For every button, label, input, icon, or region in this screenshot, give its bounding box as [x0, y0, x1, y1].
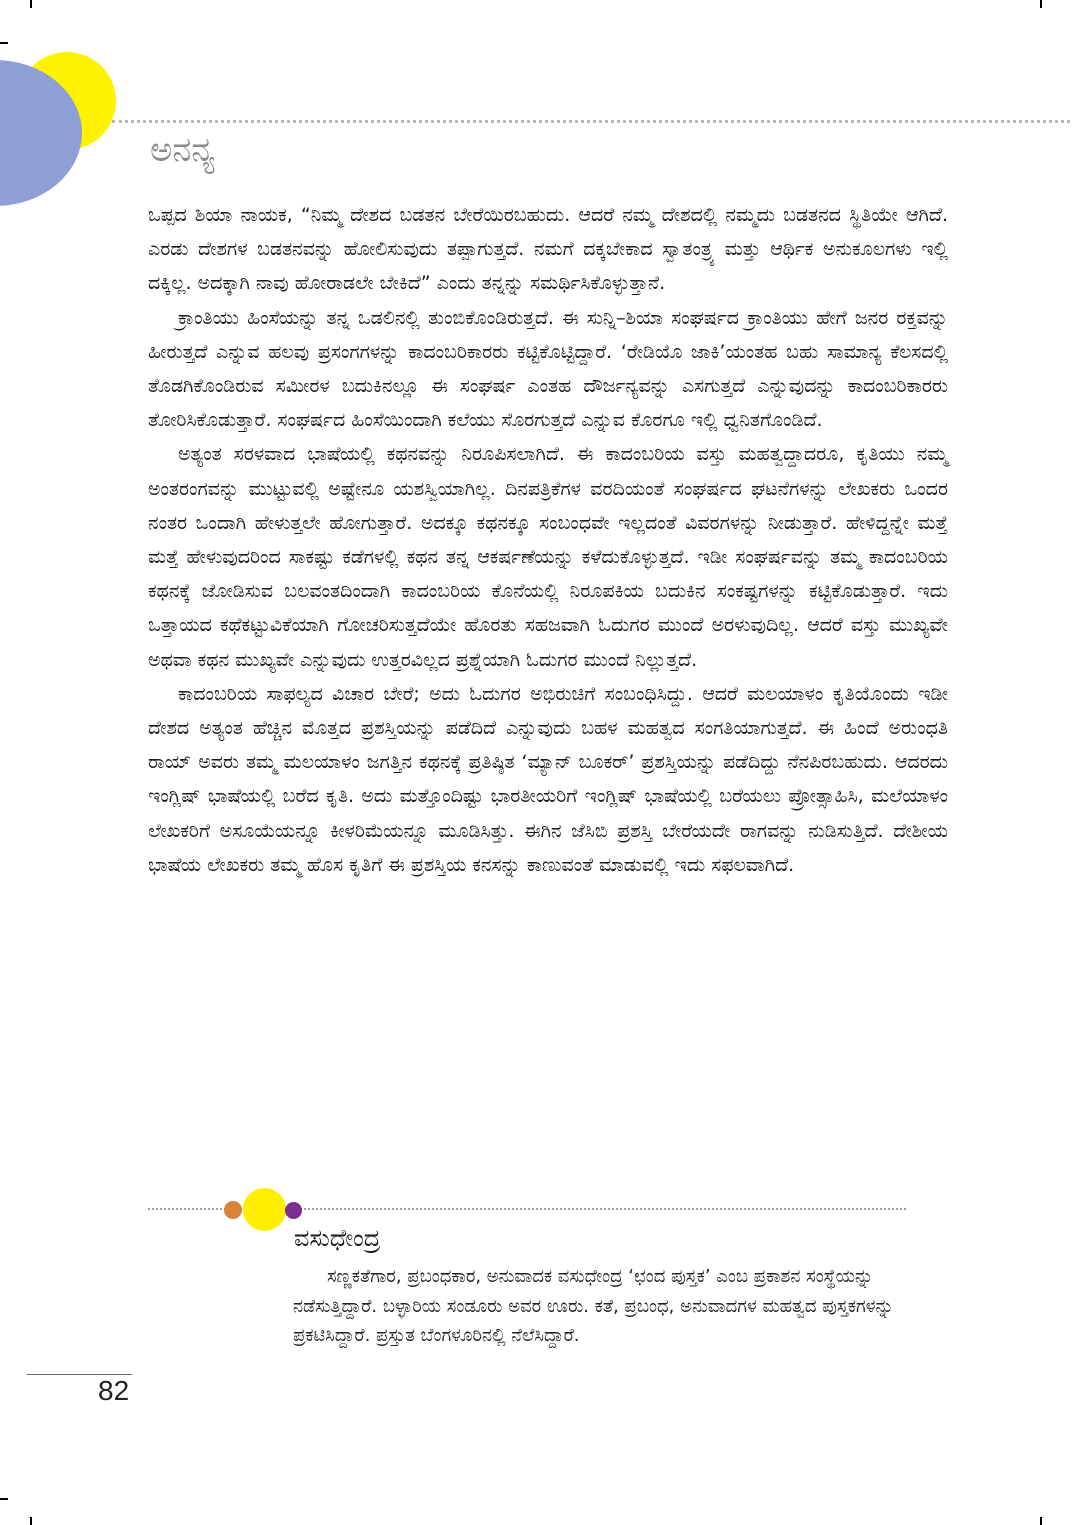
page-number: 82: [98, 1375, 130, 1406]
header-dotted-rule: [112, 120, 1070, 123]
crop-mark: [1040, 1517, 1042, 1525]
separator-yellow-dot: [243, 1188, 286, 1231]
paragraph: ಅತ್ಯಂತ ಸರಳವಾದ ಭಾಷೆಯಲ್ಲಿ ಕಥನವನ್ನು ನಿರೂಪಿಸಲಾಗಿದೆ. ಈ ಕಾದಂಬರಿಯ ವಸ್ತು ಮಹತ್ವದ್ದಾದರೂ, ಕೃತಿಯು ನಮ್ಮ ಅಂತರಂಗವನ್ನು ಮುಟ್ಟುವಲ್ಲಿ ಅಷ್ಟೇನೂ ಯಶಸ್ವಿಯಾಗಿಲ್ಲ. ದಿನಪತ್ರಿಕೆಗಳ ವರದಿಯಂತೆ ಸಂಘರ್ಷದ ಘಟನೆಗಳನ್ನು ಲೇಖಕರು ಒಂದರ ನಂತರ ಒಂದಾಗಿ ಹೇಳುತ್ತಲೇ ಹೋಗುತ್ತಾರೆ. ಅದಕ್ಕೂ ಕಥನಕ್ಕೂ ಸಂಬಂಧವೇ ಇಲ್ಲದಂತೆ ವಿವರಗಳನ್ನು ನೀಡುತ್ತಾರೆ. ಹೇಳಿದ್ದನ್ನೇ ಮತ್ತೆ ಮತ್ತೆ ಹೇಳುವುದರಿಂದ ಸಾಕಷ್ಟು ಕಡೆಗಳಲ್ಲಿ ಕಥನ ತನ್ನ ಆಕರ್ಷಣೆಯನ್ನು ಕಳೆದುಕೊಳ್ಳುತ್ತದೆ. ಇಡೀ ಸಂಘರ್ಷವನ್ನು ತಮ್ಮ ಕಾದಂಬರಿಯ ಕಥನಕ್ಕೆ ಜೋಡಿಸುವ ಬಲವಂತದಿಂದಾಗಿ ಕಾದಂಬರಿಯ ಕೊನೆಯಲ್ಲಿ ನಿರೂಪಕಿಯ ಬದುಕಿನ ಸಂಕಷ್ಟಗಳನ್ನು ಕಟ್ಟಿಕೊಡುತ್ತಾರೆ. ಇದು ಒತ್ತಾಯದ ಕಥೆಕಟ್ಟುವಿಕೆಯಾಗಿ ಗೋಚರಿಸುತ್ತದೆಯೇ ಹೊರತು ಸಹಜವಾಗಿ ಓದುಗರ ಮುಂದೆ ಅರಳುವುದಿಲ್ಲ. ಆದರೆ ವಸ್ತು ಮುಖ್ಯವೇ ಅಥವಾ ಕಥನ ಮುಖ್ಯವೇ ಎನ್ನುವುದು ಉತ್ತರವಿಲ್ಲದ ಪ್ರಶ್ನೆಯಾಗಿ ಓದುಗರ ಮುಂದೆ ನಿಲ್ಲುತ್ತದೆ.: [148, 443, 948, 671]
crop-mark: [0, 42, 8, 44]
separator-orange-dot: [224, 1201, 242, 1219]
section-title: ಅನನ್ಯ: [150, 130, 215, 170]
crop-mark: [0, 1498, 8, 1500]
crop-mark: [30, 1517, 32, 1525]
crop-mark: [30, 0, 32, 8]
article-body: [148, 198, 948, 882]
author-bio-text: ಸಣ್ಣಕತೆಗಾರ, ಪ್ರಬಂಧಕಾರ, ಅನುವಾದಕ ವಸುಧೇಂದ್ರ ‘ಛಂದ ಪುಸ್ತಕ’ ಎಂಬ ಪ್ರಕಾಶನ ಸಂಸ್ಥೆಯನ್ನು ನಡೆಸುತ್ತಿದ್ದಾರೆ. ಬಳ್ಳಾರಿಯ ಸಂಡೂರು ಅವರ ಊರು. ಕತೆ, ಪ್ರಬಂಧ, ಅನುವಾದಗಳ ಮಹತ್ವದ ಪುಸ್ತಕಗಳನ್ನು ಪ್ರಕಟಿಸಿದ್ದಾರೆ. ಪ್ರಸ್ತುತ ಬೆಂಗಳೂರಿನಲ್ಲಿ ನೆಲೆಸಿದ್ದಾರೆ.: [293, 1266, 894, 1346]
author-bio: [293, 1262, 899, 1351]
paragraph: ಒಪ್ಪದ ಶಿಯಾ ನಾಯಕ, “ನಿಮ್ಮ ದೇಶದ ಬಡತನ ಬೇರೆಯಿರಬಹುದು. ಆದರೆ ನಮ್ಮ ದೇಶದಲ್ಲಿ ನಮ್ಮದು ಬಡತನದ ಸ್ಥಿತಿಯೇ ಆಗಿದೆ. ಎರಡು ದೇಶಗಳ ಬಡತನವನ್ನು ಹೋಲಿಸುವುದು ತಪ್ಪಾಗುತ್ತದೆ. ನಮಗೆ ದಕ್ಕಬೇಕಾದ ಸ್ವಾತಂತ್ರ್ಯ ಮತ್ತು ಆರ್ಥಿಕ ಅನುಕೂಲಗಳು ಇಲ್ಲಿ ದಕ್ಕಿಲ್ಲ. ಅದಕ್ಕಾಗಿ ನಾವು ಹೋರಾಡಲೇ ಬೇಕಿದೆ” ಎಂದು ತನ್ನನ್ನು ಸಮರ್ಥಿಸಿಕೊಳ್ಳುತ್ತಾನೆ.: [148, 204, 948, 295]
paragraph: ಕ್ರಾಂತಿಯು ಹಿಂಸೆಯನ್ನು ತನ್ನ ಒಡಲಿನಲ್ಲಿ ತುಂಬಿಕೊಂಡಿರುತ್ತದೆ. ಈ ಸುನ್ನಿ–ಶಿಯಾ ಸಂಘರ್ಷದ ಕ್ರಾಂತಿಯು ಹೇಗೆ ಜನರ ರಕ್ತವನ್ನು ಹೀರುತ್ತದೆ ಎನ್ನುವ ಹಲವು ಪ್ರಸಂಗಗಳನ್ನು ಕಾದಂಬರಿಕಾರರು ಕಟ್ಟಿಕೊಟ್ಟಿದ್ದಾರೆ. ‘ರೇಡಿಯೊ ಜಾಕಿ’ಯಂತಹ ಬಹು ಸಾಮಾನ್ಯ ಕೆಲಸದಲ್ಲಿ ತೊಡಗಿಕೊಂಡಿರುವ ಸಮೀರಳ ಬದುಕಿನಲ್ಲೂ ಈ ಸಂಘರ್ಷ ಎಂತಹ ದೌರ್ಜನ್ಯವನ್ನು ಎಸಗುತ್ತದೆ ಎನ್ನುವುದನ್ನು ಕಾದಂಬರಿಕಾರರು ತೋರಿಸಿಕೊಡುತ್ತಾರೆ. ಸಂಘರ್ಷದ ಹಿಂಸೆಯಿಂದಾಗಿ ಕಲೆಯು ಸೊರಗುತ್ತದೆ ಎನ್ನುವ ಕೊರಗೂ ಇಲ್ಲಿ ಧ್ವನಿತಗೊಂಡಿದೆ.: [148, 306, 948, 432]
paragraph: ಕಾದಂಬರಿಯ ಸಾಫಲ್ಯದ ವಿಚಾರ ಬೇರೆ; ಅದು ಓದುಗರ ಅಭಿರುಚಿಗೆ ಸಂಬಂಧಿಸಿದ್ದು. ಆದರೆ ಮಲಯಾಳಂ ಕೃತಿಯೊಂದು ಇಡೀ ದೇಶದ ಅತ್ಯಂತ ಹೆಚ್ಚಿನ ಮೊತ್ತದ ಪ್ರಶಸ್ತಿಯನ್ನು ಪಡೆದಿದೆ ಎನ್ನುವುದು ಬಹಳ ಮಹತ್ವದ ಸಂಗತಿಯಾಗುತ್ತದೆ. ಈ ಹಿಂದೆ ಅರುಂಧತಿ ರಾಯ್ ಅವರು ತಮ್ಮ ಮಲಯಾಳಂ ಜಗತ್ತಿನ ಕಥನಕ್ಕೆ ಪ್ರತಿಷ್ಠಿತ ‘ಮ್ಯಾನ್ ಬೂಕರ್’ ಪ್ರಶಸ್ತಿಯನ್ನು ಪಡೆದಿದ್ದು ನೆನಪಿರಬಹುದು. ಆದರದು ಇಂಗ್ಲಿಷ್ ಭಾಷೆಯಲ್ಲಿ ಬರೆದ ಕೃತಿ. ಅದು ಮತ್ತೊಂದಿಷ್ಟು ಭಾರತೀಯರಿಗೆ ಇಂಗ್ಲಿಷ್ ಭಾಷೆಯಲ್ಲಿ ಬರೆಯಲು ಪ್ರೋತ್ಸಾಹಿಸಿ, ಮಲೆಯಾಳಂ ಲೇಖಕರಿಗೆ ಅಸೂಯೆಯನ್ನೂ ಕೀಳರಿಮೆಯನ್ನೂ ಮೂಡಿಸಿತ್ತು. ಈಗಿನ ಜೆಸಿಬಿ ಪ್ರಶಸ್ತಿ ಬೇರೆಯದೇ ರಾಗವನ್ನು ನುಡಿಸುತ್ತಿದೆ. ದೇಶೀಯ ಭಾಷೆಯ ಲೇಖಕರು ತಮ್ಮ ಹೊಸ ಕೃತಿಗೆ ಈ ಪ್ರಶಸ್ತಿಯ ಕನಸನ್ನು ಕಾಣುವಂತೆ ಮಾಡುವಲ್ಲಿ ಇದು ಸಫಲವಾಗಿದೆ.: [148, 682, 948, 876]
separator-purple-dot: [285, 1202, 302, 1219]
crop-mark: [1040, 0, 1042, 8]
author-name: ವಸುಧೇಂದ್ರ: [294, 1224, 381, 1252]
